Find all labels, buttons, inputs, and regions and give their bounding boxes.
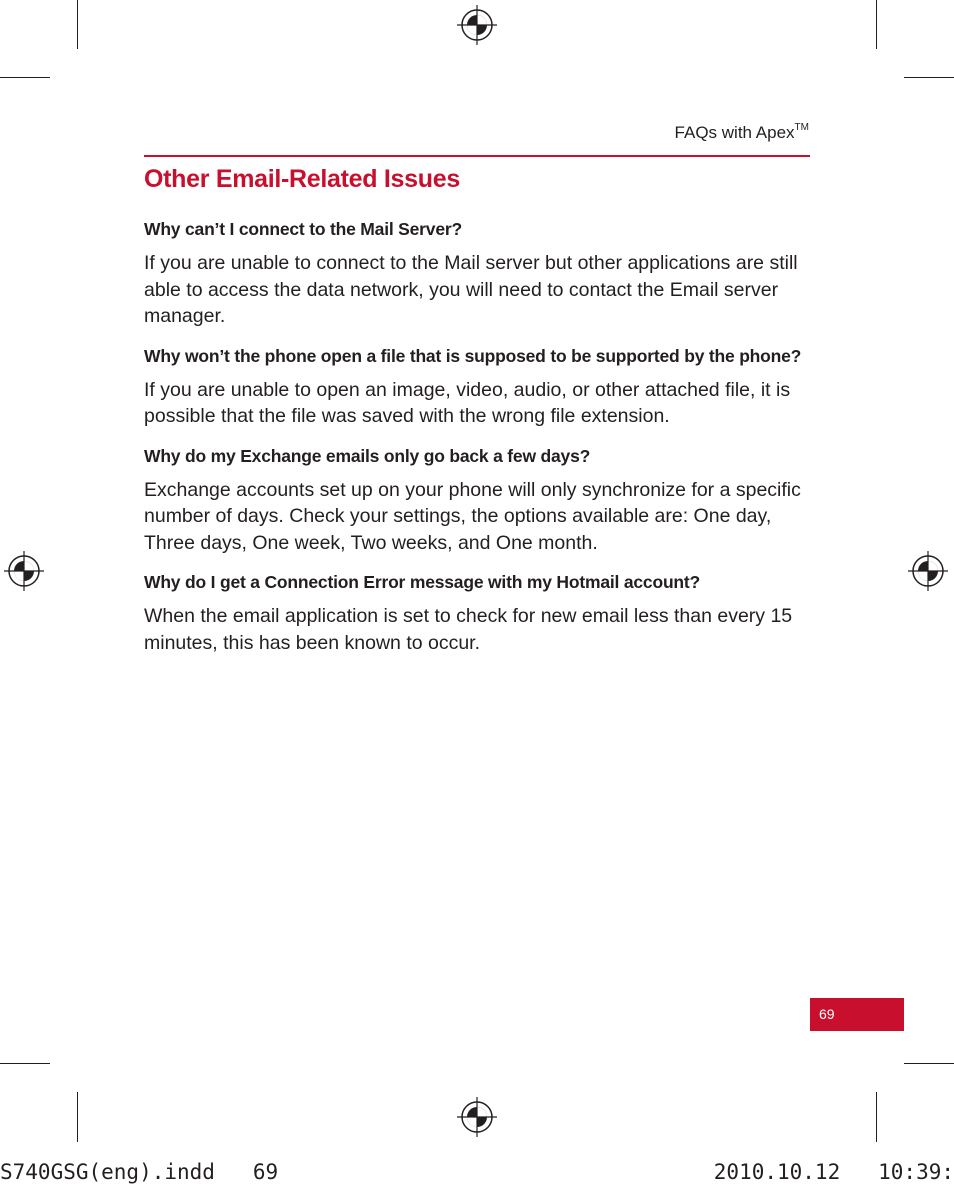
faq-item xyxy=(144,343,810,430)
page-number: 69 xyxy=(819,1006,835,1022)
crop-mark xyxy=(904,77,954,78)
crop-mark xyxy=(77,1092,78,1142)
faq-question: Why won’t the phone open a file that is supposed to be supported by the phone? xyxy=(144,345,802,366)
faq-item xyxy=(144,216,810,330)
registration-mark-icon xyxy=(457,5,497,45)
faq-answer: If you are unable to open an image, video, audio, or other attached file, it is possible that the file was saved with the wrong file extension. xyxy=(144,378,791,427)
trademark-symbol: TM xyxy=(794,122,809,133)
running-header xyxy=(675,122,809,143)
slug-timestamp: 2010.10.12 10:39: xyxy=(713,1160,954,1184)
page-number-tab xyxy=(810,998,904,1031)
crop-mark xyxy=(904,1063,954,1064)
faq-question: Why can’t I connect to the Mail Server? xyxy=(144,219,462,239)
faq-list xyxy=(144,216,810,669)
faq-question: Why do I get a Connection Error message with my Hotmail account? xyxy=(144,572,701,592)
registration-mark-icon xyxy=(4,551,44,591)
section-title: Other Email-Related Issues xyxy=(144,165,460,193)
crop-mark xyxy=(0,1063,50,1064)
header-rule xyxy=(144,155,810,157)
faq-answer: If you are unable to connect to the Mail server but other applications are still able to access the data network, you will need to contact the Email server manager. xyxy=(144,252,798,327)
faq-item xyxy=(144,443,810,557)
crop-mark xyxy=(876,1092,877,1142)
crop-mark xyxy=(0,77,50,78)
registration-mark-icon xyxy=(908,551,948,591)
slug-filename: S740GSG(eng).indd 69 xyxy=(0,1160,279,1184)
faq-answer: When the email application is set to check for new email less than every 15 minutes, this has been known to occur. xyxy=(144,605,793,654)
faq-item xyxy=(144,569,810,656)
faq-answer: Exchange accounts set up on your phone will only synchronize for a specific number of days. Check your settings, the options available are: One day, Three days, One week, Two weeks, and One month. xyxy=(144,478,801,554)
crop-mark xyxy=(876,0,877,49)
registration-mark-icon xyxy=(457,1097,497,1137)
faq-question: Why do my Exchange emails only go back a few days? xyxy=(144,445,591,466)
running-header-text: FAQs with Apex xyxy=(674,123,795,142)
crop-mark xyxy=(77,0,78,49)
